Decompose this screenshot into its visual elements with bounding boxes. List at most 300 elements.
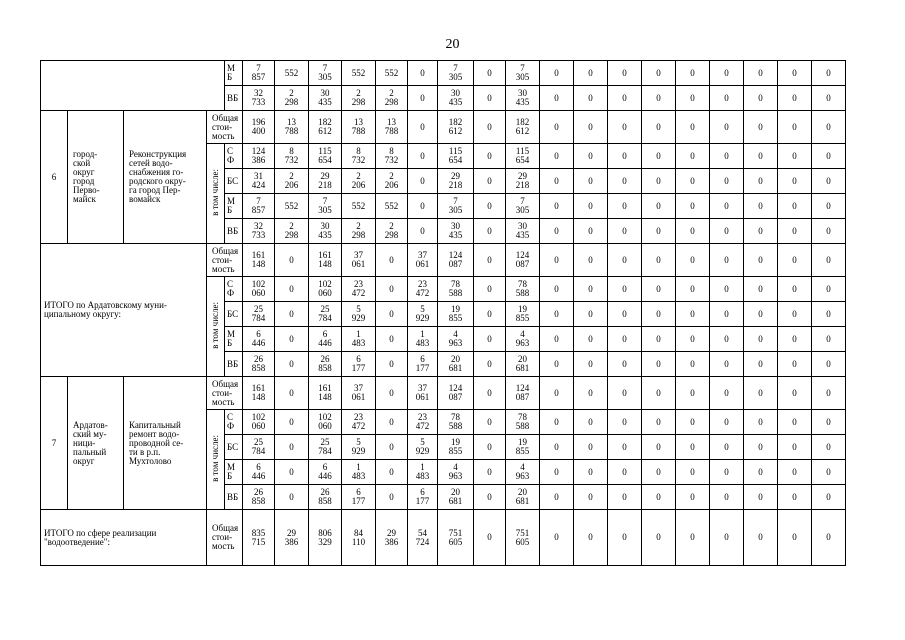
value-cell: 0 [812, 352, 846, 377]
value-cell: 0 [744, 244, 778, 277]
value-cell: 0 [608, 302, 642, 327]
value-cell: 0 [474, 377, 506, 410]
row-number: 6 [41, 111, 68, 244]
value-cell: 161 148 [243, 377, 275, 410]
total-cost-label: Общая стои- мость [207, 244, 243, 277]
value-cell: 0 [642, 485, 676, 510]
value-cell: 0 [812, 460, 846, 485]
value-cell: 0 [812, 510, 846, 566]
value-cell: 0 [376, 244, 408, 277]
value-cell: 0 [540, 435, 574, 460]
value-cell: 23 472 [342, 277, 376, 302]
value-cell: 835 715 [243, 510, 275, 566]
total-cost-label: Общая стои- мость [207, 111, 243, 144]
value-cell: 0 [710, 169, 744, 194]
vertical-label: в том числе: [210, 435, 220, 482]
value-cell: 4 963 [438, 460, 474, 485]
value-cell: 0 [710, 352, 744, 377]
value-cell: 0 [812, 61, 846, 86]
value-cell: 124 386 [243, 144, 275, 169]
detail-label-cell [207, 410, 225, 510]
value-cell: 0 [710, 219, 744, 244]
value-cell: 0 [778, 219, 812, 244]
value-cell: 0 [275, 435, 309, 460]
value-cell: 0 [710, 510, 744, 566]
value-cell: 0 [744, 86, 778, 111]
value-cell: 0 [676, 352, 710, 377]
value-cell: 0 [642, 327, 676, 352]
value-cell: 20 681 [438, 352, 474, 377]
value-cell: 161 148 [309, 244, 342, 277]
source-cell: С Ф [225, 410, 243, 435]
object-cell: Реконструкция сетей водо- снабжения го- родского окру- га город Пер- вомайск [124, 111, 207, 244]
value-cell: 5 929 [342, 302, 376, 327]
value-cell: 0 [676, 327, 710, 352]
value-cell: 5 929 [342, 435, 376, 460]
value-cell: 0 [642, 219, 676, 244]
value-cell: 4 963 [506, 460, 540, 485]
source-cell: М Б [225, 194, 243, 219]
value-cell: 0 [474, 410, 506, 435]
value-cell: 30 435 [506, 86, 540, 111]
value-cell: 0 [540, 111, 574, 144]
value-cell: 0 [608, 194, 642, 219]
value-cell: 2 206 [275, 169, 309, 194]
value-cell: 29 218 [506, 169, 540, 194]
value-cell: 0 [574, 169, 608, 194]
value-cell: 0 [642, 302, 676, 327]
value-cell: 0 [710, 144, 744, 169]
value-cell: 7 305 [309, 61, 342, 86]
value-cell: 102 060 [309, 410, 342, 435]
value-cell: 0 [540, 510, 574, 566]
value-cell: 23 472 [408, 410, 438, 435]
value-cell: 0 [778, 111, 812, 144]
value-cell: 30 435 [438, 219, 474, 244]
value-cell: 552 [275, 194, 309, 219]
value-cell: 0 [812, 144, 846, 169]
value-cell: 0 [474, 352, 506, 377]
value-cell: 102 060 [309, 277, 342, 302]
value-cell: 115 654 [438, 144, 474, 169]
value-cell: 4 963 [438, 327, 474, 352]
value-cell: 806 329 [309, 510, 342, 566]
value-cell: 26 858 [309, 352, 342, 377]
value-cell: 0 [778, 485, 812, 510]
value-cell: 5 929 [408, 302, 438, 327]
value-cell: 0 [540, 410, 574, 435]
value-cell: 552 [342, 194, 376, 219]
value-cell: 78 588 [438, 277, 474, 302]
value-cell: 0 [676, 219, 710, 244]
value-cell: 19 855 [506, 302, 540, 327]
value-cell: 0 [608, 169, 642, 194]
value-cell: 0 [642, 352, 676, 377]
value-cell: 0 [608, 111, 642, 144]
value-cell: 0 [608, 435, 642, 460]
value-cell: 0 [676, 277, 710, 302]
value-cell: 0 [474, 460, 506, 485]
value-cell: 0 [608, 377, 642, 410]
source-cell: БС [225, 169, 243, 194]
value-cell: 0 [676, 302, 710, 327]
value-cell: 0 [574, 144, 608, 169]
value-cell: 0 [676, 244, 710, 277]
value-cell: 2 298 [376, 86, 408, 111]
value-cell: 0 [642, 410, 676, 435]
value-cell: 0 [778, 144, 812, 169]
value-cell: 0 [778, 460, 812, 485]
source-cell: С Ф [225, 277, 243, 302]
value-cell: 0 [474, 435, 506, 460]
value-cell: 0 [574, 435, 608, 460]
value-cell: 20 681 [506, 485, 540, 510]
value-cell: 0 [676, 144, 710, 169]
value-cell: 0 [376, 435, 408, 460]
value-cell: 0 [812, 244, 846, 277]
value-cell: 124 087 [438, 244, 474, 277]
value-cell: 0 [376, 277, 408, 302]
value-cell: 0 [676, 485, 710, 510]
value-cell: 0 [812, 410, 846, 435]
value-cell: 0 [744, 410, 778, 435]
value-cell: 0 [710, 194, 744, 219]
value-cell: 0 [540, 352, 574, 377]
value-cell: 0 [642, 169, 676, 194]
value-cell: 29 218 [309, 169, 342, 194]
value-cell: 0 [474, 144, 506, 169]
value-cell: 0 [608, 219, 642, 244]
value-cell: 0 [376, 352, 408, 377]
value-cell: 0 [812, 219, 846, 244]
value-cell: 0 [574, 277, 608, 302]
value-cell: 0 [275, 352, 309, 377]
value-cell: 0 [376, 485, 408, 510]
value-cell: 0 [778, 327, 812, 352]
value-cell: 78 588 [506, 410, 540, 435]
value-cell: 2 298 [342, 219, 376, 244]
value-cell: 196 400 [243, 111, 275, 144]
value-cell: 0 [540, 302, 574, 327]
value-cell: 26 858 [243, 352, 275, 377]
value-cell: 0 [540, 244, 574, 277]
value-cell: 0 [608, 61, 642, 86]
value-cell: 0 [778, 277, 812, 302]
value-cell: 0 [778, 302, 812, 327]
value-cell: 0 [744, 302, 778, 327]
value-cell: 0 [710, 410, 744, 435]
value-cell: 7 305 [438, 61, 474, 86]
value-cell: 23 472 [342, 410, 376, 435]
value-cell: 0 [574, 86, 608, 111]
value-cell: 31 424 [243, 169, 275, 194]
municipality-cell: город- ской округ город Перво- майск [68, 111, 124, 244]
value-cell: 0 [474, 219, 506, 244]
value-cell: 182 612 [438, 111, 474, 144]
value-cell: 0 [474, 169, 506, 194]
value-cell: 0 [744, 111, 778, 144]
table-row [41, 111, 846, 144]
value-cell: 1 483 [408, 460, 438, 485]
value-cell: 0 [608, 244, 642, 277]
value-cell: 0 [676, 169, 710, 194]
value-cell: 0 [540, 277, 574, 302]
value-cell: 0 [744, 61, 778, 86]
value-cell: 0 [710, 111, 744, 144]
table-row [41, 244, 846, 277]
value-cell: 0 [642, 61, 676, 86]
value-cell: 0 [710, 86, 744, 111]
value-cell: 0 [474, 510, 506, 566]
value-cell: 13 788 [342, 111, 376, 144]
value-cell: 0 [474, 302, 506, 327]
vertical-label: в том числе: [210, 169, 220, 216]
value-cell: 161 148 [309, 377, 342, 410]
value-cell: 2 298 [275, 219, 309, 244]
value-cell: 0 [642, 86, 676, 111]
value-cell: 0 [408, 219, 438, 244]
value-cell: 0 [710, 302, 744, 327]
value-cell: 751 605 [506, 510, 540, 566]
page-number: 20 [445, 37, 460, 52]
value-cell: 0 [642, 460, 676, 485]
value-cell: 0 [778, 410, 812, 435]
value-cell: 7 305 [438, 194, 474, 219]
value-cell: 19 855 [506, 435, 540, 460]
value-cell: 124 087 [438, 377, 474, 410]
source-cell: ВБ [225, 86, 243, 111]
budget-table [40, 60, 846, 566]
value-cell: 20 681 [438, 485, 474, 510]
value-cell: 0 [676, 111, 710, 144]
value-cell: 0 [376, 377, 408, 410]
value-cell: 7 857 [243, 194, 275, 219]
value-cell: 124 087 [506, 377, 540, 410]
source-cell: С Ф [225, 144, 243, 169]
value-cell: 0 [676, 61, 710, 86]
value-cell: 0 [574, 410, 608, 435]
value-cell: 0 [574, 302, 608, 327]
value-cell: 7 305 [309, 194, 342, 219]
value-cell: 0 [608, 352, 642, 377]
value-cell: 0 [574, 219, 608, 244]
value-cell: 0 [540, 61, 574, 86]
value-cell: 0 [408, 111, 438, 144]
value-cell: 0 [812, 111, 846, 144]
value-cell: 0 [275, 485, 309, 510]
value-cell: 25 784 [243, 302, 275, 327]
value-cell: 124 087 [506, 244, 540, 277]
value-cell: 182 612 [506, 111, 540, 144]
value-cell: 23 472 [408, 277, 438, 302]
value-cell: 0 [642, 194, 676, 219]
value-cell: 161 148 [243, 244, 275, 277]
value-cell: 0 [744, 435, 778, 460]
value-cell: 0 [710, 327, 744, 352]
value-cell: 0 [275, 377, 309, 410]
value-cell: 37 061 [408, 244, 438, 277]
value-cell: 0 [574, 194, 608, 219]
value-cell: 0 [744, 510, 778, 566]
value-cell: 0 [474, 61, 506, 86]
value-cell: 13 788 [275, 111, 309, 144]
value-cell: 78 588 [506, 277, 540, 302]
value-cell: 552 [275, 61, 309, 86]
source-cell: БС [225, 302, 243, 327]
value-cell: 0 [710, 460, 744, 485]
value-cell: 102 060 [243, 277, 275, 302]
value-cell: 0 [642, 377, 676, 410]
value-cell: 0 [744, 144, 778, 169]
value-cell: 25 784 [309, 302, 342, 327]
value-cell: 8 732 [376, 144, 408, 169]
value-cell: 84 110 [342, 510, 376, 566]
value-cell: 0 [608, 485, 642, 510]
value-cell: 0 [376, 327, 408, 352]
value-cell: 0 [744, 377, 778, 410]
value-cell: 6 177 [342, 352, 376, 377]
value-cell: 0 [642, 144, 676, 169]
value-cell: 30 435 [438, 86, 474, 111]
value-cell: 30 435 [506, 219, 540, 244]
value-cell: 0 [608, 144, 642, 169]
value-cell: 0 [642, 277, 676, 302]
value-cell: 0 [778, 61, 812, 86]
value-cell: 0 [540, 194, 574, 219]
value-cell: 0 [710, 277, 744, 302]
source-cell: М Б [225, 61, 243, 86]
value-cell: 2 298 [342, 86, 376, 111]
value-cell: 0 [778, 194, 812, 219]
value-cell: 0 [540, 327, 574, 352]
value-cell: 0 [408, 61, 438, 86]
value-cell: 30 435 [309, 219, 342, 244]
value-cell: 0 [778, 86, 812, 111]
value-cell: 0 [275, 302, 309, 327]
value-cell: 0 [744, 169, 778, 194]
value-cell: 0 [676, 86, 710, 111]
value-cell: 0 [540, 86, 574, 111]
value-cell: 54 724 [408, 510, 438, 566]
detail-label-cell [207, 277, 225, 377]
value-cell: 78 588 [438, 410, 474, 435]
value-cell: 29 386 [376, 510, 408, 566]
value-cell: 2 298 [376, 219, 408, 244]
value-cell: 30 435 [309, 86, 342, 111]
value-cell: 37 061 [342, 244, 376, 277]
value-cell: 26 858 [243, 485, 275, 510]
value-cell: 0 [608, 510, 642, 566]
source-cell: ВБ [225, 219, 243, 244]
value-cell: 0 [642, 244, 676, 277]
value-cell: 0 [574, 510, 608, 566]
value-cell: 19 855 [438, 302, 474, 327]
value-cell: 32 733 [243, 219, 275, 244]
value-cell: 25 784 [309, 435, 342, 460]
value-cell: 0 [574, 327, 608, 352]
value-cell: 5 929 [408, 435, 438, 460]
table-row [41, 377, 846, 410]
value-cell: 6 446 [243, 460, 275, 485]
source-cell: БС [225, 435, 243, 460]
value-cell: 0 [408, 194, 438, 219]
value-cell: 0 [812, 302, 846, 327]
total-cost-label: Общая стои- мость [207, 510, 243, 566]
value-cell: 0 [608, 460, 642, 485]
value-cell: 0 [812, 277, 846, 302]
value-cell: 0 [812, 377, 846, 410]
value-cell: 0 [408, 144, 438, 169]
value-cell: 0 [608, 277, 642, 302]
value-cell: 0 [812, 327, 846, 352]
value-cell: 7 305 [506, 194, 540, 219]
value-cell: 0 [540, 377, 574, 410]
value-cell: 0 [540, 460, 574, 485]
value-cell: 0 [676, 410, 710, 435]
value-cell: 19 855 [438, 435, 474, 460]
carryover-blank-cell [41, 61, 225, 111]
value-cell: 0 [642, 510, 676, 566]
value-cell: 115 654 [309, 144, 342, 169]
value-cell: 0 [676, 460, 710, 485]
value-cell: 0 [275, 327, 309, 352]
table-row [41, 61, 846, 86]
value-cell: 20 681 [506, 352, 540, 377]
value-cell: 13 788 [376, 111, 408, 144]
value-cell: 6 446 [309, 327, 342, 352]
value-cell: 29 218 [438, 169, 474, 194]
value-cell: 32 733 [243, 86, 275, 111]
value-cell: 0 [275, 244, 309, 277]
value-cell: 6 177 [342, 485, 376, 510]
value-cell: 0 [710, 377, 744, 410]
source-cell: М Б [225, 327, 243, 352]
value-cell: 0 [676, 377, 710, 410]
value-cell: 102 060 [243, 410, 275, 435]
value-cell: 0 [275, 410, 309, 435]
value-cell: 0 [408, 86, 438, 111]
value-cell: 0 [710, 485, 744, 510]
value-cell: 0 [744, 460, 778, 485]
value-cell: 0 [778, 352, 812, 377]
value-cell: 0 [812, 485, 846, 510]
grand-total-title: ИТОГО по сфере реализации "водоотведение": [41, 510, 207, 566]
value-cell: 0 [474, 485, 506, 510]
value-cell: 0 [608, 410, 642, 435]
value-cell: 0 [744, 327, 778, 352]
value-cell: 0 [474, 277, 506, 302]
value-cell: 0 [376, 410, 408, 435]
table-row [41, 510, 846, 566]
source-cell: ВБ [225, 352, 243, 377]
total-cost-label: Общая стои- мость [207, 377, 243, 410]
value-cell: 0 [474, 111, 506, 144]
value-cell: 0 [744, 277, 778, 302]
value-cell: 0 [574, 244, 608, 277]
detail-label-cell [207, 144, 225, 244]
value-cell: 6 446 [309, 460, 342, 485]
value-cell: 0 [540, 219, 574, 244]
value-cell: 1 483 [342, 327, 376, 352]
value-cell: 0 [474, 194, 506, 219]
value-cell: 0 [710, 61, 744, 86]
value-cell: 0 [608, 327, 642, 352]
value-cell: 8 732 [275, 144, 309, 169]
value-cell: 0 [574, 460, 608, 485]
value-cell: 7 305 [506, 61, 540, 86]
value-cell: 0 [710, 435, 744, 460]
value-cell: 4 963 [506, 327, 540, 352]
